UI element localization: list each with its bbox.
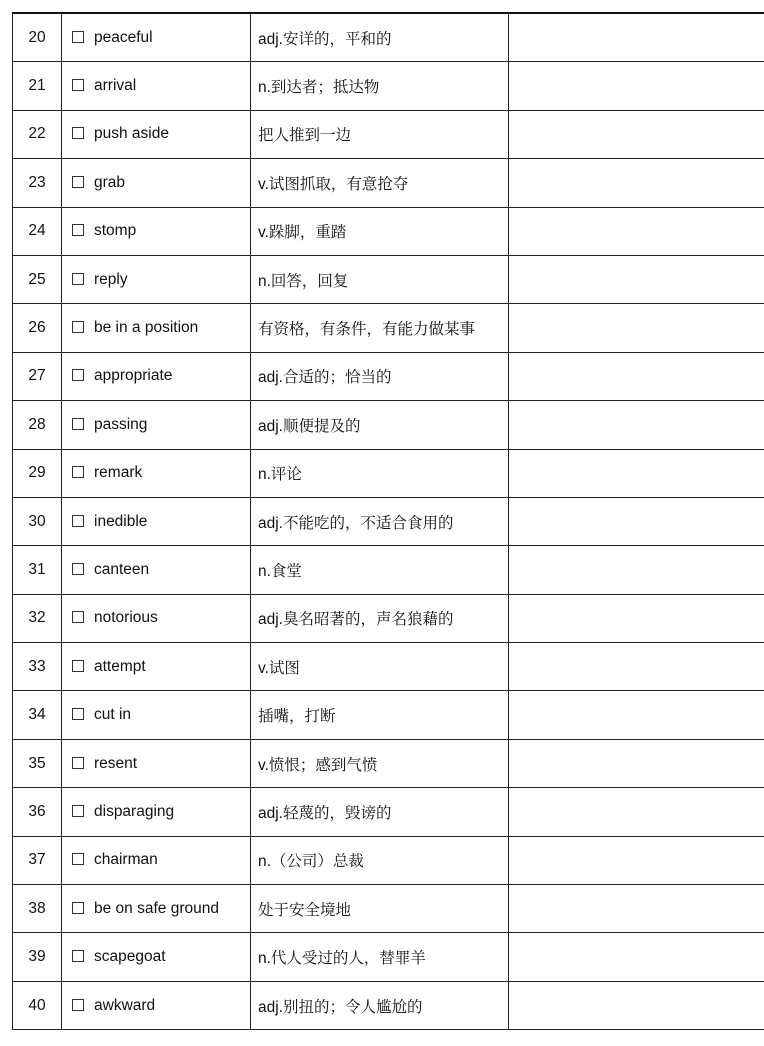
word-text: reply <box>94 270 128 288</box>
meaning-cell: v.愤恨；感到气愤 <box>251 739 509 787</box>
checkbox-icon[interactable] <box>72 902 84 914</box>
notes-cell[interactable] <box>509 449 764 497</box>
checkbox-icon[interactable] <box>72 950 84 962</box>
row-number: 27 <box>13 352 62 400</box>
checkbox-icon[interactable] <box>72 224 84 236</box>
row-number: 26 <box>13 304 62 352</box>
row-number: 25 <box>13 255 62 303</box>
word-text: passing <box>94 415 148 433</box>
table-row <box>13 885 764 933</box>
row-number: 21 <box>13 62 62 110</box>
word-text: be in a position <box>94 319 199 337</box>
table-row <box>13 255 764 303</box>
checkbox-icon[interactable] <box>72 853 84 865</box>
word-cell <box>62 643 251 691</box>
table-row <box>13 304 764 352</box>
word-text: chairman <box>94 851 158 869</box>
word-text: notorious <box>94 609 158 627</box>
meaning-cell: n.（公司）总裁 <box>251 836 509 884</box>
word-text: scapegoat <box>94 948 166 966</box>
checkbox-icon[interactable] <box>72 563 84 575</box>
row-number: 39 <box>13 933 62 981</box>
checkbox-icon[interactable] <box>72 31 84 43</box>
word-cell <box>62 981 251 1029</box>
notes-cell[interactable] <box>509 13 764 62</box>
meaning-cell: 把人推到一边 <box>251 110 509 158</box>
notes-cell[interactable] <box>509 836 764 884</box>
notes-cell[interactable] <box>509 401 764 449</box>
word-text: arrival <box>94 77 137 95</box>
table-row <box>13 933 764 981</box>
word-cell <box>62 207 251 255</box>
word-cell <box>62 159 251 207</box>
row-number: 40 <box>13 981 62 1029</box>
meaning-cell: adj.安详的，平和的 <box>251 13 509 62</box>
checkbox-icon[interactable] <box>72 999 84 1011</box>
word-text: cut in <box>94 706 132 724</box>
meaning-cell: v.试图抓取，有意抢夺 <box>251 159 509 207</box>
table-row <box>13 739 764 787</box>
notes-cell[interactable] <box>509 933 764 981</box>
meaning-cell: adj.合适的；恰当的 <box>251 352 509 400</box>
word-cell <box>62 836 251 884</box>
checkbox-icon[interactable] <box>72 805 84 817</box>
checkbox-icon[interactable] <box>72 273 84 285</box>
meaning-cell: 有资格，有条件，有能力做某事 <box>251 304 509 352</box>
notes-cell[interactable] <box>509 497 764 545</box>
row-number: 38 <box>13 885 62 933</box>
vocabulary-table-body <box>13 13 764 1030</box>
notes-cell[interactable] <box>509 885 764 933</box>
word-text: appropriate <box>94 367 173 385</box>
meaning-cell: adj.臭名昭著的，声名狼藉的 <box>251 594 509 642</box>
meaning-cell: 插嘴，打断 <box>251 691 509 739</box>
notes-cell[interactable] <box>509 981 764 1029</box>
word-cell <box>62 788 251 836</box>
word-text: attempt <box>94 657 146 675</box>
table-row <box>13 546 764 594</box>
table-row <box>13 449 764 497</box>
word-cell <box>62 594 251 642</box>
row-number: 20 <box>13 13 62 62</box>
row-number: 23 <box>13 159 62 207</box>
word-text: disparaging <box>94 802 175 820</box>
checkbox-icon[interactable] <box>72 515 84 527</box>
word-cell <box>62 110 251 158</box>
word-cell <box>62 449 251 497</box>
table-row <box>13 981 764 1029</box>
word-text: remark <box>94 464 143 482</box>
word-cell <box>62 304 251 352</box>
checkbox-icon[interactable] <box>72 369 84 381</box>
table-row <box>13 207 764 255</box>
row-number: 33 <box>13 643 62 691</box>
notes-cell[interactable] <box>509 788 764 836</box>
word-cell <box>62 691 251 739</box>
word-text: be on safe ground <box>94 899 219 917</box>
word-cell <box>62 255 251 303</box>
word-cell <box>62 497 251 545</box>
word-text: awkward <box>94 996 156 1014</box>
table-row <box>13 788 764 836</box>
table-row <box>13 643 764 691</box>
word-text: peaceful <box>94 28 153 46</box>
meaning-cell: n.食堂 <box>251 546 509 594</box>
word-text: stomp <box>94 222 137 240</box>
row-number: 36 <box>13 788 62 836</box>
row-number: 31 <box>13 546 62 594</box>
meaning-cell: n.代人受过的人，替罪羊 <box>251 933 509 981</box>
notes-cell[interactable] <box>509 352 764 400</box>
checkbox-icon[interactable] <box>72 79 84 91</box>
checkbox-icon[interactable] <box>72 176 84 188</box>
word-cell <box>62 352 251 400</box>
row-number: 35 <box>13 739 62 787</box>
notes-cell[interactable] <box>509 304 764 352</box>
meaning-cell: adj.不能吃的，不适合食用的 <box>251 497 509 545</box>
checkbox-icon[interactable] <box>72 127 84 139</box>
notes-cell[interactable] <box>509 62 764 110</box>
table-row <box>13 62 764 110</box>
table-row <box>13 159 764 207</box>
word-cell <box>62 885 251 933</box>
checkbox-icon[interactable] <box>72 757 84 769</box>
word-cell <box>62 62 251 110</box>
meaning-cell: n.评论 <box>251 449 509 497</box>
notes-cell[interactable] <box>509 207 764 255</box>
table-row <box>13 497 764 545</box>
word-text: inedible <box>94 512 148 530</box>
checkbox-icon[interactable] <box>72 466 84 478</box>
word-text: push aside <box>94 125 169 143</box>
meaning-cell: 处于安全境地 <box>251 885 509 933</box>
notes-cell[interactable] <box>509 594 764 642</box>
word-text: resent <box>94 754 138 772</box>
notes-cell[interactable] <box>509 643 764 691</box>
table-row <box>13 110 764 158</box>
word-cell <box>62 546 251 594</box>
row-number: 32 <box>13 594 62 642</box>
row-number: 29 <box>13 449 62 497</box>
table-row <box>13 401 764 449</box>
table-row <box>13 352 764 400</box>
notes-cell[interactable] <box>509 255 764 303</box>
word-cell <box>62 933 251 981</box>
table-row <box>13 594 764 642</box>
row-number: 37 <box>13 836 62 884</box>
meaning-cell: adj.顺便提及的 <box>251 401 509 449</box>
notes-cell[interactable] <box>509 546 764 594</box>
meaning-cell: n.到达者；抵达物 <box>251 62 509 110</box>
notes-cell[interactable] <box>509 739 764 787</box>
word-text: canteen <box>94 560 150 578</box>
word-cell <box>62 401 251 449</box>
word-cell <box>62 739 251 787</box>
meaning-cell: n.回答，回复 <box>251 255 509 303</box>
word-cell <box>62 13 251 62</box>
table-row <box>13 836 764 884</box>
meaning-cell: v.试图 <box>251 643 509 691</box>
checkbox-icon[interactable] <box>72 321 84 333</box>
row-number: 24 <box>13 207 62 255</box>
table-row <box>13 691 764 739</box>
checkbox-icon[interactable] <box>72 611 84 623</box>
row-number: 30 <box>13 497 62 545</box>
meaning-cell: adj.别扭的；令人尴尬的 <box>251 981 509 1029</box>
row-number: 28 <box>13 401 62 449</box>
table-row <box>13 13 764 62</box>
row-number: 22 <box>13 110 62 158</box>
row-number: 34 <box>13 691 62 739</box>
notes-cell[interactable] <box>509 110 764 158</box>
meaning-cell: adj.轻蔑的，毁谤的 <box>251 788 509 836</box>
checkbox-icon[interactable] <box>72 660 84 672</box>
checkbox-icon[interactable] <box>72 418 84 430</box>
notes-cell[interactable] <box>509 159 764 207</box>
word-text: grab <box>94 173 126 191</box>
meaning-cell: v.跺脚，重踏 <box>251 207 509 255</box>
checkbox-icon[interactable] <box>72 708 84 720</box>
vocabulary-table <box>12 12 764 1030</box>
notes-cell[interactable] <box>509 691 764 739</box>
